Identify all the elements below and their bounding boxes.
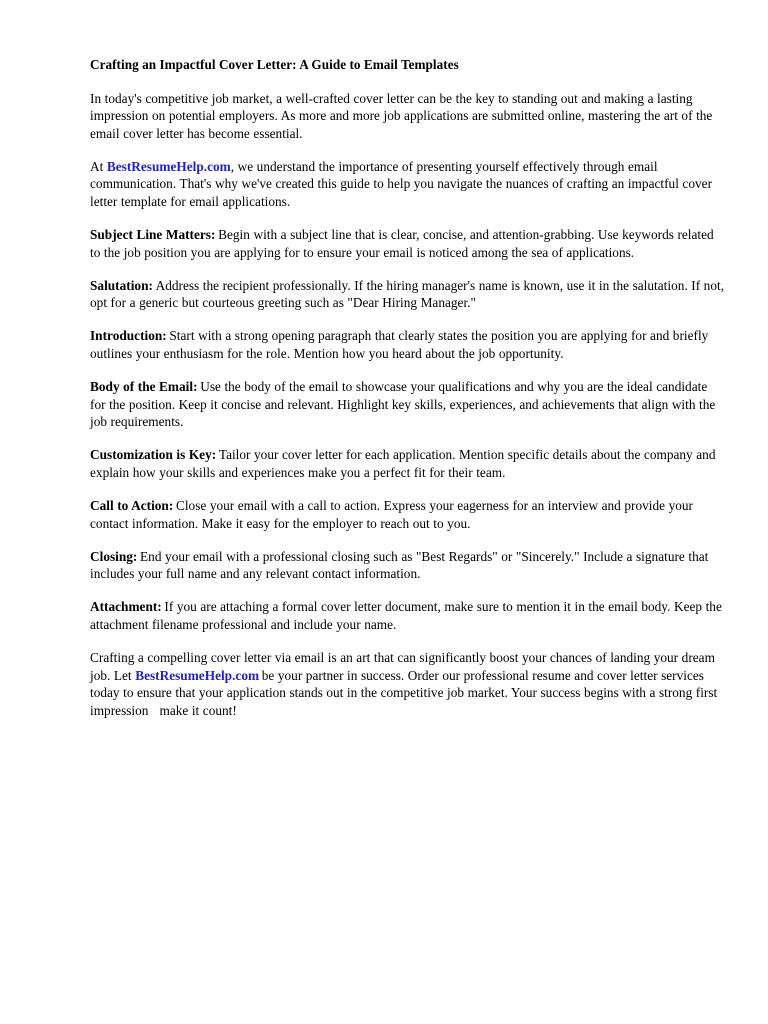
attachment-heading: Attachment: (90, 599, 162, 615)
bestresumehelp-link-footer[interactable]: BestResumeHelp.com (135, 667, 260, 683)
paragraph-attachment (90, 598, 726, 633)
introduction-heading: Introduction: (90, 328, 167, 344)
paragraph-introduction (90, 327, 726, 362)
brand-intro-suffix: , we understand the importance of presenting yourself effectively through email communication. That's why we've created this guide to help you navigate the nuances of crafting an impactful cover letter template for email applications. (90, 158, 713, 209)
bestresumehelp-link[interactable]: BestResumeHelp.com (106, 158, 231, 174)
subject-line-heading: Subject Line Matters: (90, 227, 216, 243)
paragraph-salutation (90, 277, 726, 312)
paragraph-subject-line (90, 226, 726, 261)
document-body (90, 56, 726, 720)
page-title: Crafting an Impactful Cover Letter: A Guide to Email Templates (90, 57, 459, 72)
call-to-action-text: Close your email with a call to action. Express your eagerness for an interview and provide your contact information. Make it easy for the employer to reach out to you. (90, 498, 693, 531)
brand-intro-prefix: At (90, 158, 107, 174)
body-of-email-heading: Body of the Email: (90, 379, 198, 395)
salutation-heading: Salutation: (90, 277, 153, 293)
paragraph-conclusion (90, 649, 726, 719)
attachment-text: If you are attaching a formal cover letter document, make sure to mention it in the email body. Keep the attachment filename professional and include your name. (90, 599, 722, 633)
paragraph-call-to-action (90, 497, 726, 532)
closing-text: End your email with a professional closing such as "Best Regards" or "Sincerely." Include a signature that includes your full name and any relevant contact information. (90, 548, 709, 582)
paragraph-closing (90, 548, 726, 583)
customization-text: Tailor your cover letter for each application. Mention specific details about the company and explain how your skills and experiences make you a perfect fit for their team. (90, 447, 716, 480)
conclusion-middle: be your partner in success. Order our professional resume and cover letter services today to ensure that your application stands out in the competitive job market. Your success begins with a strong first impression (90, 667, 718, 718)
subject-line-text: Begin with a subject line that is clear, concise, and attention-grabbing. Use keywords related to the job position you are applying for to ensure your email is noticed among the sea of applications. (90, 227, 714, 260)
paragraph-intro-text: In today's competitive job market, a well-crafted cover letter can be the key to standing out and making a lasting impression on potential employers. As more and more job applications are submitted online, mastering the art of the email cover letter has become essential. (90, 90, 713, 141)
paragraph-customization (90, 446, 726, 481)
paragraph-intro (90, 90, 726, 143)
body-of-email-text: Use the body of the email to showcase your qualifications and why you are the ideal candidate for the position. Keep it concise and relevant. Highlight key skills, experiences, and achievements that align with the job requirements. (90, 379, 716, 430)
introduction-text: Start with a strong opening paragraph that clearly states the position you are applying for and briefly outlines your enthusiasm for the role. Mention how you heard about the job opportunity. (90, 328, 709, 362)
paragraph-body-of-email (90, 378, 726, 431)
closing-heading: Closing: (90, 548, 138, 564)
conclusion-suffix: make it count! (159, 702, 237, 718)
call-to-action-heading: Call to Action: (90, 498, 174, 514)
paragraph-brand-intro (90, 158, 726, 211)
salutation-text: Address the recipient professionally. If the hiring manager's name is known, use it in the salutation. If not, opt for a generic but courteous greeting such as "Dear Hiring Manager." (90, 277, 725, 311)
conclusion-prefix: Crafting a compelling cover letter via email is an art that can significantly boost your chances of landing your dream job. Let (90, 650, 715, 683)
customization-heading: Customization is Key: (90, 447, 217, 463)
